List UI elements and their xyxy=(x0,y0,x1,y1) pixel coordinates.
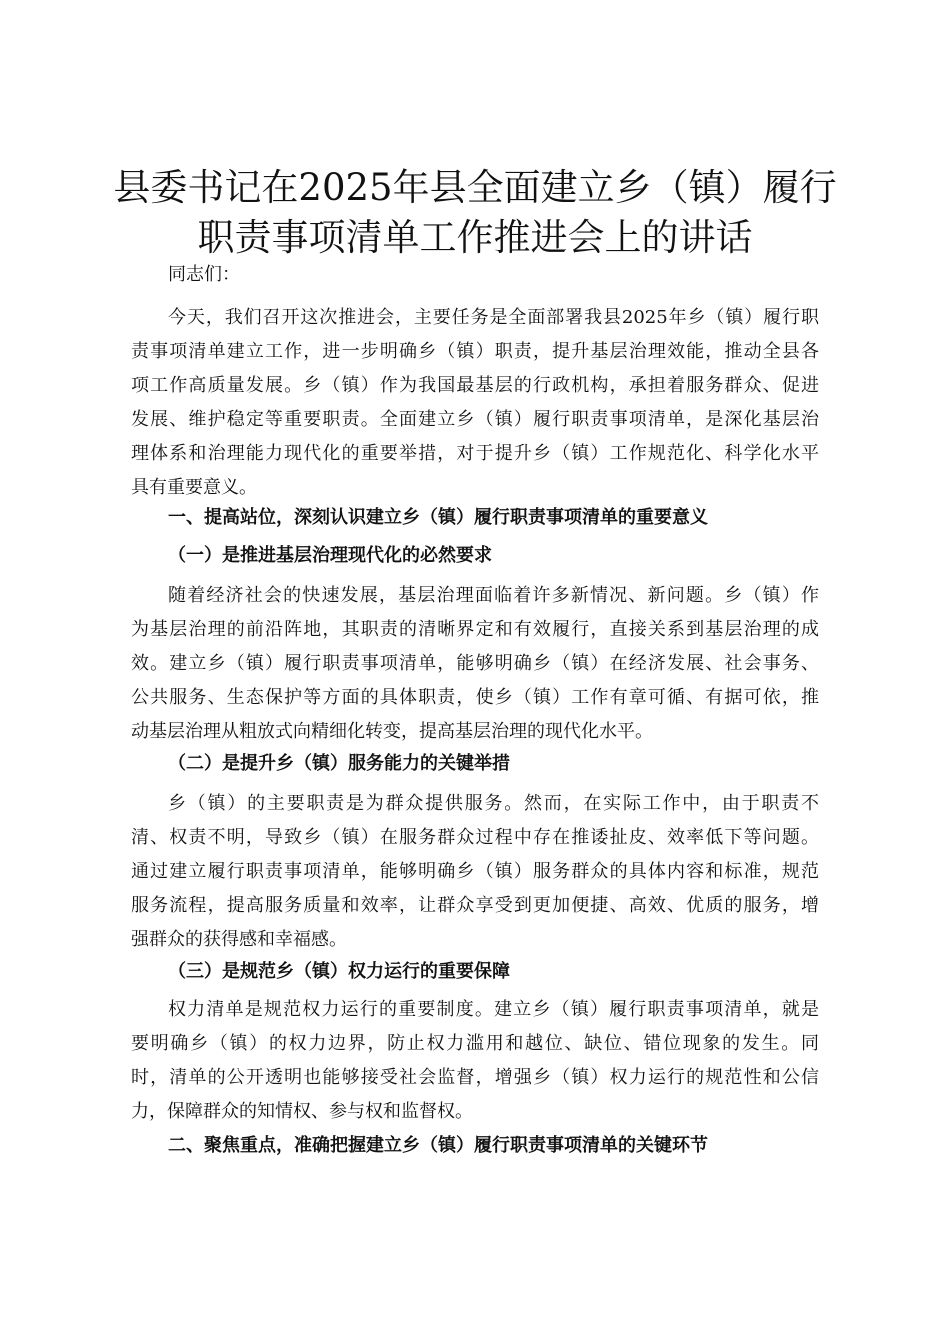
text-line: 动基层治理从粗放式向精细化转变，提高基层治理的现代化水平。 xyxy=(131,721,653,742)
text-line: 时，清单的公开透明也能够接受社会监督，增强乡（镇）权力运行的规范性和公信 xyxy=(131,1067,819,1088)
text-line: 效。建立乡（镇）履行职责事项清单，能够明确乡（镇）在经济发展、社会事务、 xyxy=(131,653,819,674)
salutation xyxy=(131,258,819,292)
paragraph-2 xyxy=(131,787,819,957)
text-line: 项工作高质量发展。乡（镇）作为我国最基层的行政机构，承担着服务群众、促进 xyxy=(131,375,819,396)
paragraph-1 xyxy=(131,579,819,749)
text-line: 乡（镇）的主要职责是为群众提供服务。然而，在实际工作中，由于职责不 xyxy=(168,793,819,814)
subheading-1: （一）是推进基层治理现代化的必然要求 xyxy=(168,545,492,566)
text-line: 力，保障群众的知情权、参与权和监督权。 xyxy=(131,1101,473,1122)
text-line: 强群众的获得感和幸福感。 xyxy=(131,929,347,950)
text-line: 为基层治理的前沿阵地，其职责的清晰界定和有效履行，直接关系到基层治理的成 xyxy=(131,619,819,640)
text-line: 服务流程，提高服务质量和效率，让群众享受到更加便捷、高效、优质的服务，增 xyxy=(131,895,819,916)
text-line: 清、权责不明，导致乡（镇）在服务群众过程中存在推诿扯皮、效率低下等问题。 xyxy=(131,827,819,848)
document-title xyxy=(100,163,850,263)
title-line-2: 职责事项清单工作推进会上的讲话 xyxy=(197,216,753,259)
paragraph-intro xyxy=(131,301,819,505)
text-line: 权力清单是规范权力运行的重要制度。建立乡（镇）履行职责事项清单，就是 xyxy=(168,999,819,1020)
text-line: 今天，我们召开这次推进会，主要任务是全面部署我县2025年乡（镇）履行职 xyxy=(168,307,819,328)
subheading-2: （二）是提升乡（镇）服务能力的关键举措 xyxy=(168,753,510,774)
text-line: 要明确乡（镇）的权力边界，防止权力滥用和越位、缺位、错位现象的发生。同 xyxy=(131,1033,819,1054)
text-line: 具有重要意义。 xyxy=(131,477,257,498)
text-line: 公共服务、生态保护等方面的具体职责，使乡（镇）工作有章可循、有据可依，推 xyxy=(131,687,819,708)
salutation-text: 同志们： xyxy=(168,264,240,285)
text-line: 责事项清单建立工作，进一步明确乡（镇）职责，提升基层治理效能，推动全县各 xyxy=(131,341,819,362)
section-heading-2: 二、聚焦重点，准确把握建立乡（镇）履行职责事项清单的关键环节 xyxy=(168,1135,708,1156)
text-line: 理体系和治理能力现代化的重要举措，对于提升乡（镇）工作规范化、科学化水平 xyxy=(131,443,819,464)
text-line: 发展、维护稳定等重要职责。全面建立乡（镇）履行职责事项清单，是深化基层治 xyxy=(131,409,819,430)
section-heading-1: 一、提高站位，深刻认识建立乡（镇）履行职责事项清单的重要意义 xyxy=(168,507,708,528)
title-line-1: 县委书记在2025年县全面建立乡（镇）履行 xyxy=(113,166,837,209)
text-line: 随着经济社会的快速发展，基层治理面临着许多新情况、新问题。乡（镇）作 xyxy=(168,585,819,606)
paragraph-3 xyxy=(131,993,819,1129)
text-line: 通过建立履行职责事项清单，能够明确乡（镇）服务群众的具体内容和标准，规范 xyxy=(131,861,819,882)
subheading-3: （三）是规范乡（镇）权力运行的重要保障 xyxy=(168,961,510,982)
